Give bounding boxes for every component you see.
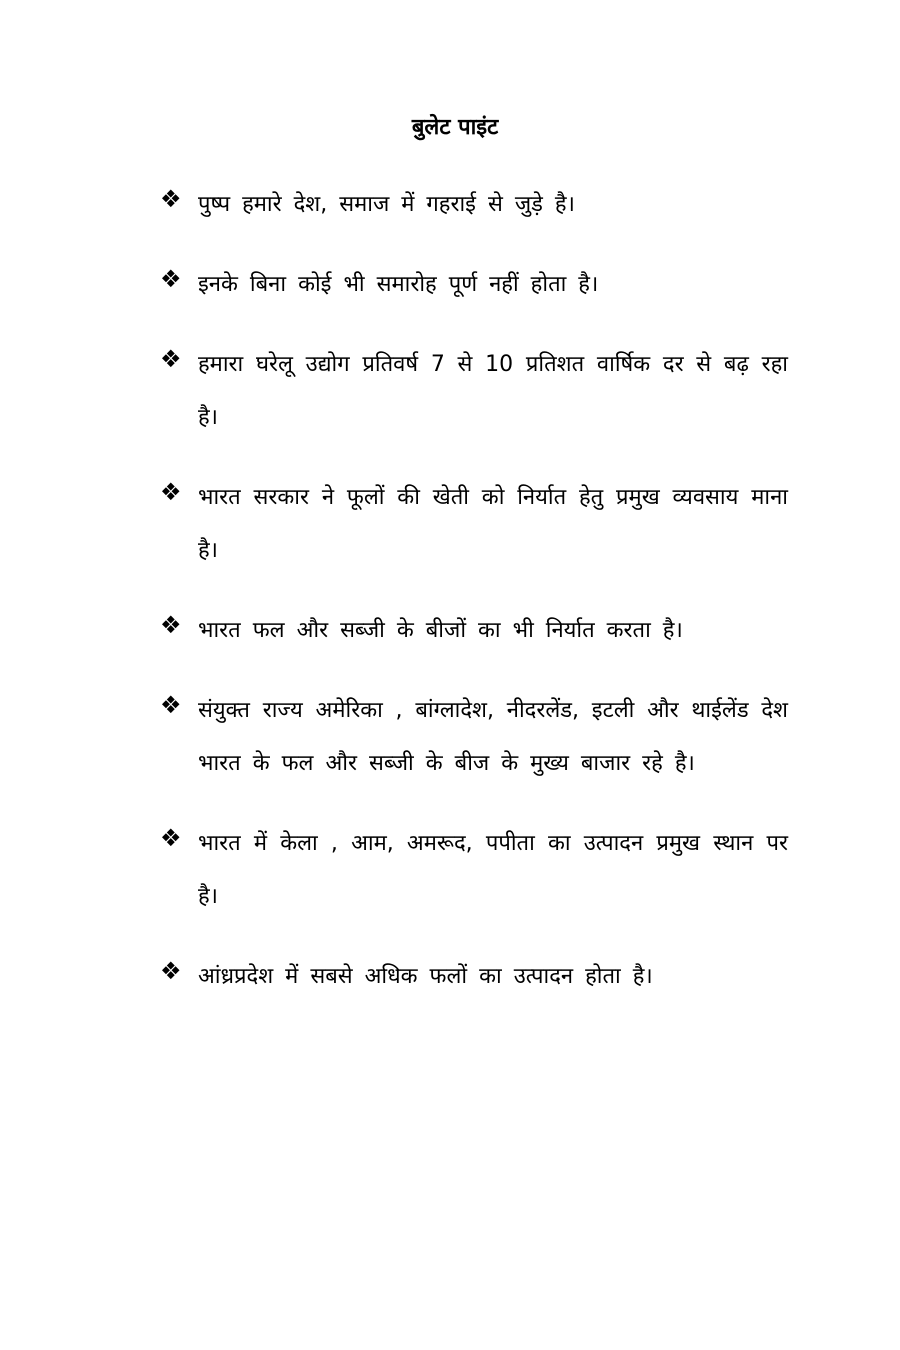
bullet-text: संयुक्त राज्य अमेरिका , बांग्लादेश, नीदरलेंड, इटली और थाईलेंड देश भारत के फल और सब्जी के बीज के मुख्य बाजार रहे है।: [198, 698, 788, 776]
bullet-item: [160, 338, 788, 444]
diamond-bullet-icon: ❖: [160, 345, 182, 373]
bullet-text: इनके बिना कोई भी समारोह पूर्ण नहीं होता है।: [198, 272, 599, 297]
bullet-text: हमारा घरेलू उद्योग प्रतिवर्ष 7 से 10 प्रतिशत वार्षिक दर से बढ़ रहा है।: [198, 352, 788, 430]
diamond-bullet-icon: ❖: [160, 478, 182, 506]
bullet-item: [160, 950, 788, 1003]
diamond-bullet-icon: ❖: [160, 957, 182, 985]
diamond-bullet-icon: ❖: [160, 611, 182, 639]
bullet-text: भारत में केला , आम, अमरूद, पपीता का उत्पादन प्रमुख स्थान पर है।: [198, 831, 788, 909]
bullet-item: [160, 684, 788, 790]
diamond-bullet-icon: ❖: [160, 185, 182, 213]
bullet-text: भारत सरकार ने फूलों की खेती को निर्यात हेतु प्रमुख व्यवसाय माना है।: [198, 485, 788, 563]
bullet-text: भारत फल और सब्जी के बीजों का भी निर्यात करता है।: [198, 618, 683, 643]
bullet-text: पुष्प हमारे देश, समाज में गहराई से जुड़े है।: [198, 192, 575, 217]
bullet-list: [160, 178, 788, 1030]
bullet-item: [160, 817, 788, 923]
diamond-bullet-icon: ❖: [160, 691, 182, 719]
bullet-item: [160, 604, 788, 657]
bullet-item: [160, 471, 788, 577]
diamond-bullet-icon: ❖: [160, 265, 182, 293]
bullet-item: [160, 178, 788, 231]
diamond-bullet-icon: ❖: [160, 824, 182, 852]
bullet-item: [160, 258, 788, 311]
page-title: बुलेट पाइंट: [411, 115, 499, 140]
bullet-text: आंध्रप्रदेश में सबसे अधिक फलों का उत्पादन होता है।: [198, 964, 653, 989]
